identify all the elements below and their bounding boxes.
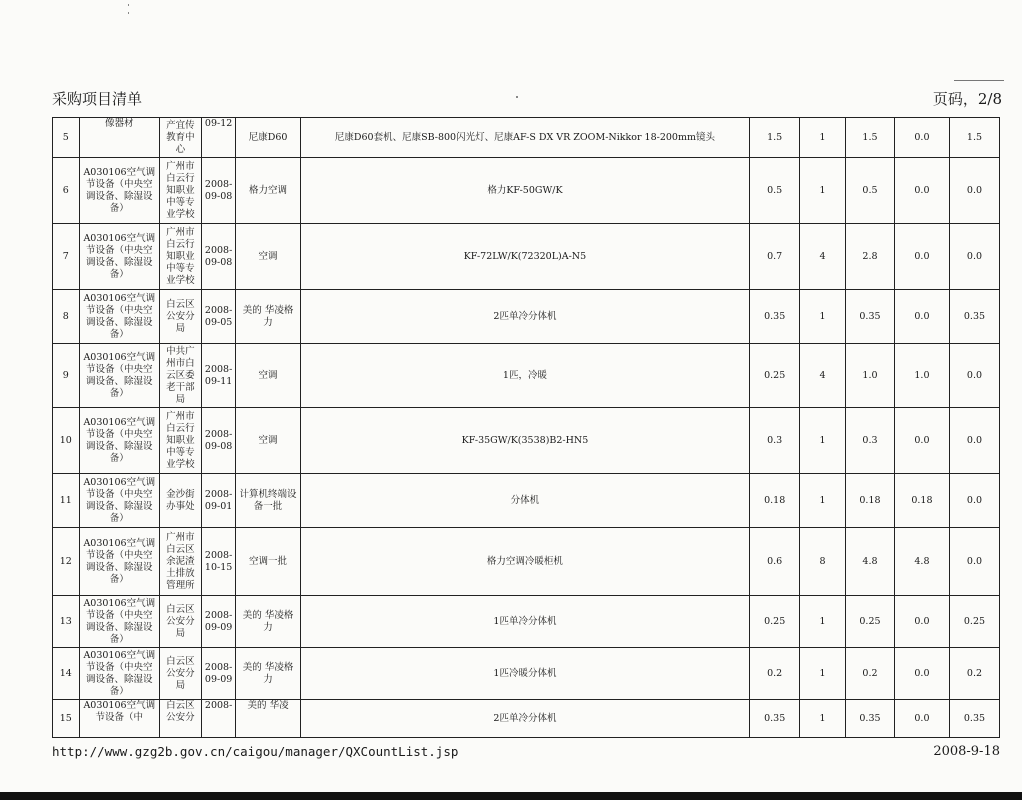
cell-spec: KF-72LW/K(72320L)A-N5	[300, 224, 750, 290]
table-row	[53, 648, 1000, 700]
cell-cat: A030106空气调节设备（中央空调设备、除湿设备）	[79, 528, 160, 596]
cell-no: 8	[53, 290, 80, 344]
cell-price: 0.18	[750, 474, 800, 528]
cell-total: 0.25	[846, 596, 895, 648]
cell-no: 10	[53, 408, 80, 474]
cell-a: 0.0	[894, 596, 949, 648]
cell-no: 15	[53, 700, 80, 738]
cell-date: 2008-09-08	[201, 224, 236, 290]
cell-date: 2008-09-11	[201, 344, 236, 408]
cell-no: 11	[53, 474, 80, 528]
cell-b: 0.0	[949, 224, 999, 290]
cell-name: 尼康D60	[236, 118, 300, 158]
cell-name: 空调一批	[236, 528, 300, 596]
cell-b: 0.0	[949, 408, 999, 474]
cell-name: 空调	[236, 408, 300, 474]
cell-date: 2008-09-01	[201, 474, 236, 528]
cell-a: 0.0	[894, 700, 949, 738]
cell-qty: 1	[800, 408, 846, 474]
cell-name: 计算机终端设备一批	[236, 474, 300, 528]
cell-total: 0.3	[846, 408, 895, 474]
cell-name: 美的 华凌格力	[236, 648, 300, 700]
cell-b: 0.0	[949, 158, 999, 224]
procurement-table	[52, 117, 1000, 738]
cell-unit: 广州市白云行知职业中等专业学校	[160, 224, 202, 290]
cell-qty: 1	[800, 474, 846, 528]
table-row	[53, 408, 1000, 474]
scan-edge	[0, 792, 1022, 800]
cell-qty: 1	[800, 596, 846, 648]
cell-b: 0.25	[949, 596, 999, 648]
cell-cat: A030106空气调节设备（中央空调设备、除湿设备）	[79, 158, 160, 224]
cell-price: 0.3	[750, 408, 800, 474]
cell-spec: 1匹单冷分体机	[300, 596, 750, 648]
cell-unit: 白云区公安分局	[160, 648, 202, 700]
cell-a: 4.8	[894, 528, 949, 596]
cell-unit: 金沙街办事处	[160, 474, 202, 528]
cell-spec: 2匹单冷分体机	[300, 700, 750, 738]
cell-cat: A030106空气调节设备（中央空调设备、除湿设备）	[79, 344, 160, 408]
cell-b: 0.0	[949, 528, 999, 596]
cell-b: 0.2	[949, 648, 999, 700]
cell-name: 格力空调	[236, 158, 300, 224]
cell-spec: 1匹，冷暖	[300, 344, 750, 408]
cell-spec: KF-35GW/K(3538)B2-HN5	[300, 408, 750, 474]
cell-date: 2008-	[201, 700, 236, 738]
cell-date: 09-12	[201, 118, 236, 158]
table-row	[53, 596, 1000, 648]
source-url: http://www.gzg2b.gov.cn/caigou/manager/QXCountList.jsp	[52, 744, 459, 759]
cell-date: 2008-10-15	[201, 528, 236, 596]
cell-a: 0.0	[894, 408, 949, 474]
cell-b: 0.0	[949, 474, 999, 528]
table-row	[53, 474, 1000, 528]
cell-b: 1.5	[949, 118, 999, 158]
table-row	[53, 158, 1000, 224]
cell-date: 2008-09-09	[201, 648, 236, 700]
cell-total: 0.18	[846, 474, 895, 528]
cell-name: 空调	[236, 344, 300, 408]
cell-date: 2008-09-08	[201, 408, 236, 474]
print-date: 2008-9-18	[933, 744, 1000, 759]
cell-no: 13	[53, 596, 80, 648]
cell-cat: A030106空气调节设备（中央空调设备、除湿设备）	[79, 474, 160, 528]
cell-price: 0.35	[750, 700, 800, 738]
cell-no: 5	[53, 118, 80, 158]
cell-spec: 1匹冷暖分体机	[300, 648, 750, 700]
page-number: 页码，2/8	[932, 90, 1002, 108]
cell-price: 0.6	[750, 528, 800, 596]
table-row	[53, 118, 1000, 158]
cell-price: 0.5	[750, 158, 800, 224]
cell-spec: 尼康D60套机、尼康SB-800闪光灯、尼康AF-S DX VR ZOOM-Nikkor 18-200mm镜头	[300, 118, 750, 158]
cell-no: 6	[53, 158, 80, 224]
cell-total: 4.8	[846, 528, 895, 596]
cell-a: 0.0	[894, 290, 949, 344]
cell-qty: 1	[800, 290, 846, 344]
cell-qty: 8	[800, 528, 846, 596]
cell-name: 美的 华凌格力	[236, 290, 300, 344]
cell-unit: 广州市白云行知职业中等专业学校	[160, 158, 202, 224]
cell-name: 美的 华凌格力	[236, 596, 300, 648]
cell-cat: A030106空气调节设备（中央空调设备、除湿设备）	[79, 224, 160, 290]
cell-price: 0.25	[750, 596, 800, 648]
cell-price: 0.25	[750, 344, 800, 408]
cell-date: 2008-09-05	[201, 290, 236, 344]
cell-no: 14	[53, 648, 80, 700]
cell-a: 0.0	[894, 158, 949, 224]
document-title: 采购项目清单	[52, 90, 143, 108]
cell-price: 0.7	[750, 224, 800, 290]
cell-b: 0.0	[949, 344, 999, 408]
cell-cat: A030106空气调节设备（中央空调设备、除湿设备）	[79, 408, 160, 474]
cell-total: 0.35	[846, 290, 895, 344]
cell-name: 空调	[236, 224, 300, 290]
cell-cat: 像器材	[79, 118, 160, 158]
cell-unit: 中共广州市白云区委老干部局	[160, 344, 202, 408]
cell-spec: 格力空调冷暖柜机	[300, 528, 750, 596]
cell-cat: A030106空气调节设备（中	[79, 700, 160, 738]
cell-unit: 白云区公安分局	[160, 290, 202, 344]
cell-qty: 4	[800, 224, 846, 290]
cell-qty: 4	[800, 344, 846, 408]
cell-a: 0.0	[894, 224, 949, 290]
cell-unit: 产宜传教育中心	[160, 118, 202, 158]
table-row	[53, 224, 1000, 290]
table-row	[53, 700, 1000, 738]
table-body	[53, 118, 1000, 738]
cell-spec: 分体机	[300, 474, 750, 528]
cell-price: 0.35	[750, 290, 800, 344]
cell-cat: A030106空气调节设备（中央空调设备、除湿设备）	[79, 648, 160, 700]
cell-total: 2.8	[846, 224, 895, 290]
cell-unit: 白云区公安分局	[160, 596, 202, 648]
cell-total: 0.5	[846, 158, 895, 224]
cell-b: 0.35	[949, 290, 999, 344]
cell-a: 0.18	[894, 474, 949, 528]
cell-a: 0.0	[894, 118, 949, 158]
cell-total: 1.0	[846, 344, 895, 408]
cell-price: 0.2	[750, 648, 800, 700]
cell-price: 1.5	[750, 118, 800, 158]
cell-total: 0.2	[846, 648, 895, 700]
cell-cat: A030106空气调节设备（中央空调设备、除湿设备）	[79, 290, 160, 344]
cell-name: 美的 华凌	[236, 700, 300, 738]
cell-date: 2008-09-09	[201, 596, 236, 648]
cell-unit: 白云区公安分	[160, 700, 202, 738]
cell-qty: 1	[800, 648, 846, 700]
cell-no: 9	[53, 344, 80, 408]
cell-unit: 广州市白云区余泥渣土排放管理所	[160, 528, 202, 596]
cell-a: 1.0	[894, 344, 949, 408]
cell-cat: A030106空气调节设备（中央空调设备、除湿设备）	[79, 596, 160, 648]
cell-qty: 1	[800, 118, 846, 158]
cell-total: 0.35	[846, 700, 895, 738]
cell-no: 12	[53, 528, 80, 596]
cell-date: 2008-09-08	[201, 158, 236, 224]
cell-spec: 格力KF-50GW/K	[300, 158, 750, 224]
cell-unit: 广州市白云行知职业中等专业学校	[160, 408, 202, 474]
cell-b: 0.35	[949, 700, 999, 738]
table-row	[53, 290, 1000, 344]
table-row	[53, 528, 1000, 596]
cell-spec: 2匹单冷分体机	[300, 290, 750, 344]
cell-qty: 1	[800, 700, 846, 738]
cell-total: 1.5	[846, 118, 895, 158]
cell-a: 0.0	[894, 648, 949, 700]
table-row	[53, 344, 1000, 408]
cell-qty: 1	[800, 158, 846, 224]
cell-no: 7	[53, 224, 80, 290]
